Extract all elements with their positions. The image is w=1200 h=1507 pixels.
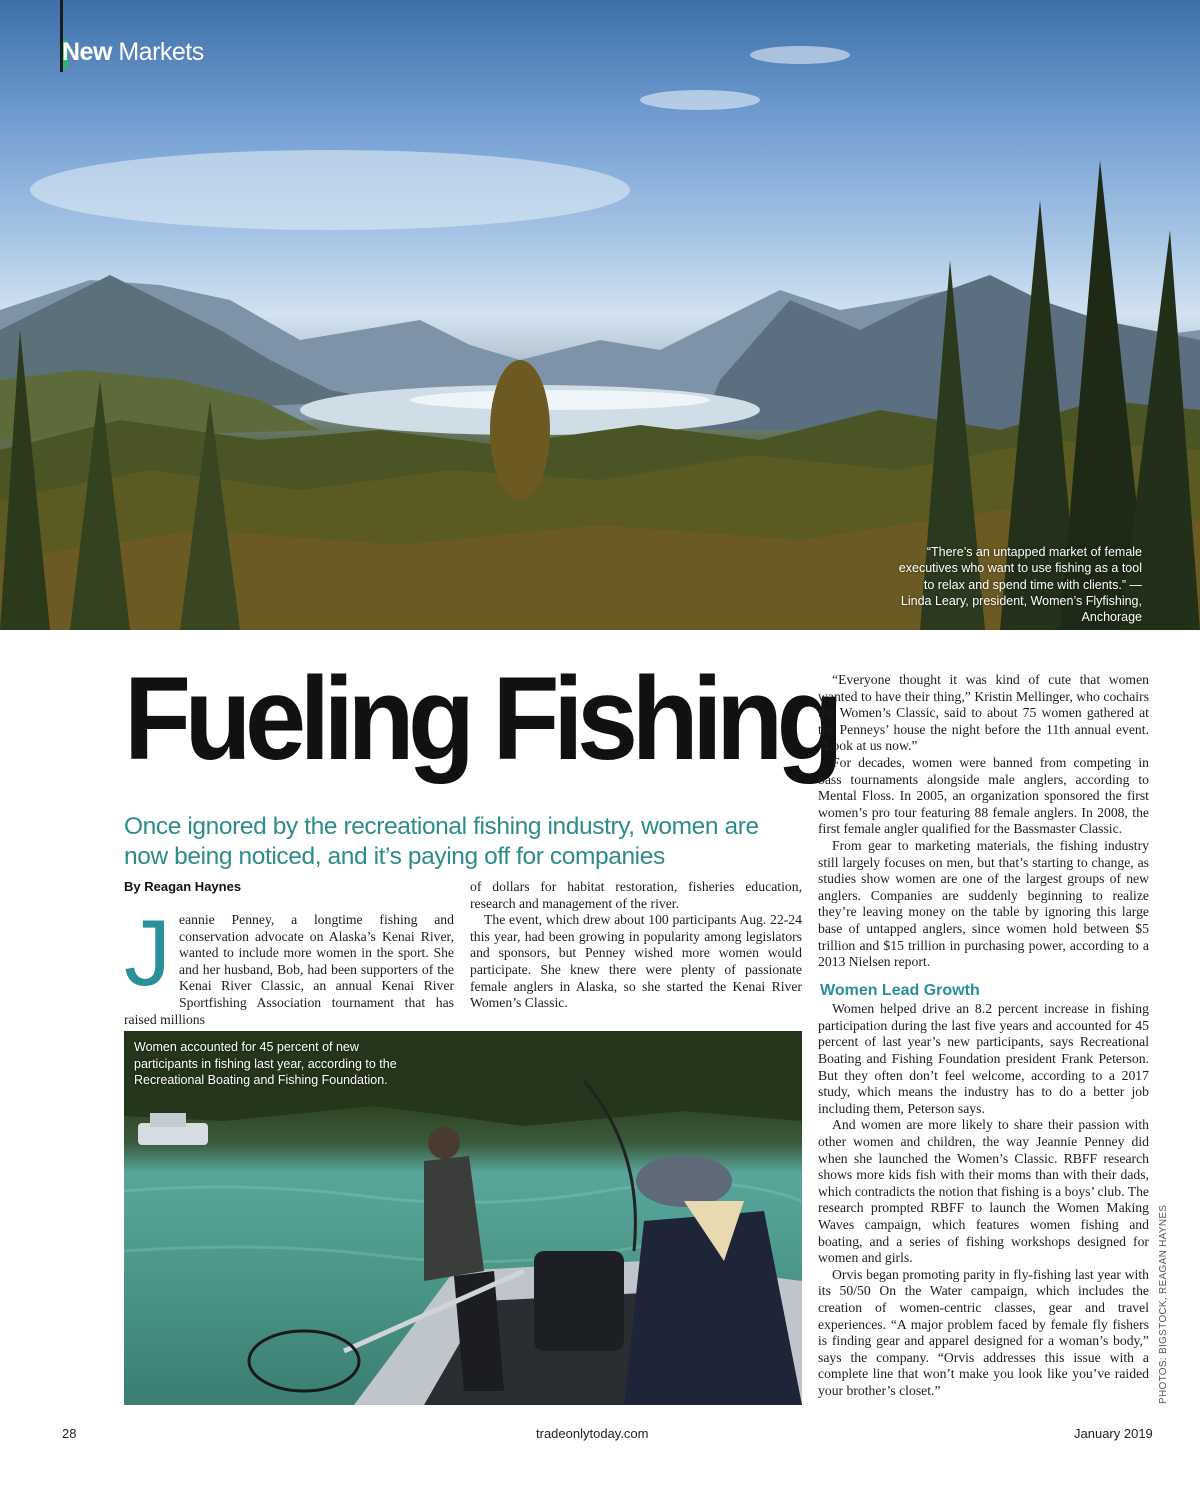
hero-photo xyxy=(0,0,1200,630)
hero-photo-caption: “There’s an untapped market of female executives who want to use fishing as a tool to relax and spend time with clients.” — Linda Leary, president, Women’s Flyfishing, Anchorage xyxy=(898,545,1142,624)
drop-cap: J xyxy=(124,900,171,1005)
section-label-bold: New xyxy=(62,38,112,66)
subhead: Women Lead Growth xyxy=(820,981,980,999)
page-number: 28 xyxy=(62,1426,77,1441)
article-column-2 xyxy=(470,879,802,1012)
article-byline: By Reagan Haynes xyxy=(124,879,242,894)
section-label-rest: Markets xyxy=(111,38,204,66)
website-url[interactable]: tradeonlytoday.com xyxy=(536,1426,649,1441)
paragraph: And women are more likely to share their passion with other women and children, the way Jeannie Penney did when she launched the Women’s Classic. RBFF research shows more kids fish with their moms than with their dads, which contradicts the notion that fishing is a boys’ club. The research prompted RBFF to launch the Women Making Waves campaign, which features women fishing and boating, and a series of fishing workshops designed for women and girls. xyxy=(818,1117,1149,1266)
boat-photo xyxy=(124,1031,802,1405)
paragraph: The event, which drew about 100 participants Aug. 22-24 this year, had been growing in popularity among legislators and sponsors, but Penney wished more women would participate. She knew there were plenty of passionate female anglers in Alaska, so she started the Kenai River Women’s Classic. xyxy=(470,912,802,1011)
paragraph: eannie Penney, a longtime fishing and conservation advocate on Alaska’s Kenai River, wanted to include more women in the sport. She and her husband, Bob, had been supporters of the Kenai River Classic, an annual Kenai River Sportfishing Association tournament that has raised millions xyxy=(124,912,454,1027)
article-headline: Fueling Fishing xyxy=(124,653,838,785)
photo-credit: PHOTOS: BIGSTOCK, REAGAN HAYNES xyxy=(1158,1204,1169,1404)
article-deck: Once ignored by the recreational fishing industry, women are now being noticed, and it’s paying off for companies xyxy=(124,813,759,870)
boat-photo-caption: Women accounted for 45 percent of new participants in fishing last year, according to the Recreational Boating and Fishing Foundation. xyxy=(134,1040,397,1087)
paragraph: For decades, women were banned from competing in bass tournaments alongside male anglers, according to Mental Floss. In 2005, an organization sponsored the first women’s pro tour featuring 88 female anglers. In 2008, the first female angler qualified for the Bassmaster Classic. xyxy=(818,754,1149,837)
landscape-illustration xyxy=(0,0,1200,630)
article-column-1 xyxy=(124,900,454,1028)
paragraph: Women helped drive an 8.2 percent increase in fishing participation during the last five years and accounted for 45 percent of last year’s new participants, says Recreational Boating and Fishing Foundation president Frank Peterson. But they often don’t feel welcome, according to a 2017 study, which means the industry has to do a better job including them, Peterson says. xyxy=(818,1001,1149,1116)
section-label xyxy=(62,38,204,67)
issue-date: January 2019 xyxy=(1074,1426,1153,1441)
paragraph: Orvis began promoting parity in fly-fishing last year with its 50/50 On the Water campaign, which includes the creation of women-centric classes, gear and travel experiences. “A major problem faced by female fly fishers is finding gear and apparel designed for a woman’s body,” says the company. “Orvis addresses this issue with a complete line that won’t make you look like you’ve raided your brother’s closet.” xyxy=(818,1266,1149,1398)
article-column-3 xyxy=(818,672,1149,1400)
paragraph: From gear to marketing materials, the fishing industry still largely focuses on men, but that’s starting to change, as studies show women are one of the largest groups of new anglers. Companies are suddenly beginning to realize they’re leaving money on the table by ignoring this large base of untapped anglers, since women hold between $5 trillion and $15 trillion in purchasing power, according to a 2013 Nielsen report. xyxy=(818,837,1149,970)
paragraph: of dollars for habitat restoration, fisheries education, research and management of the river. xyxy=(470,879,802,911)
paragraph: “Everyone thought it was kind of cute that women wanted to have their thing,” Kristin Mellinger, who cochairs the Women’s Classic, said to about 75 women gathered at the Penneys’ house the night before the 11th annual event. “Look at us now.” xyxy=(818,672,1149,754)
